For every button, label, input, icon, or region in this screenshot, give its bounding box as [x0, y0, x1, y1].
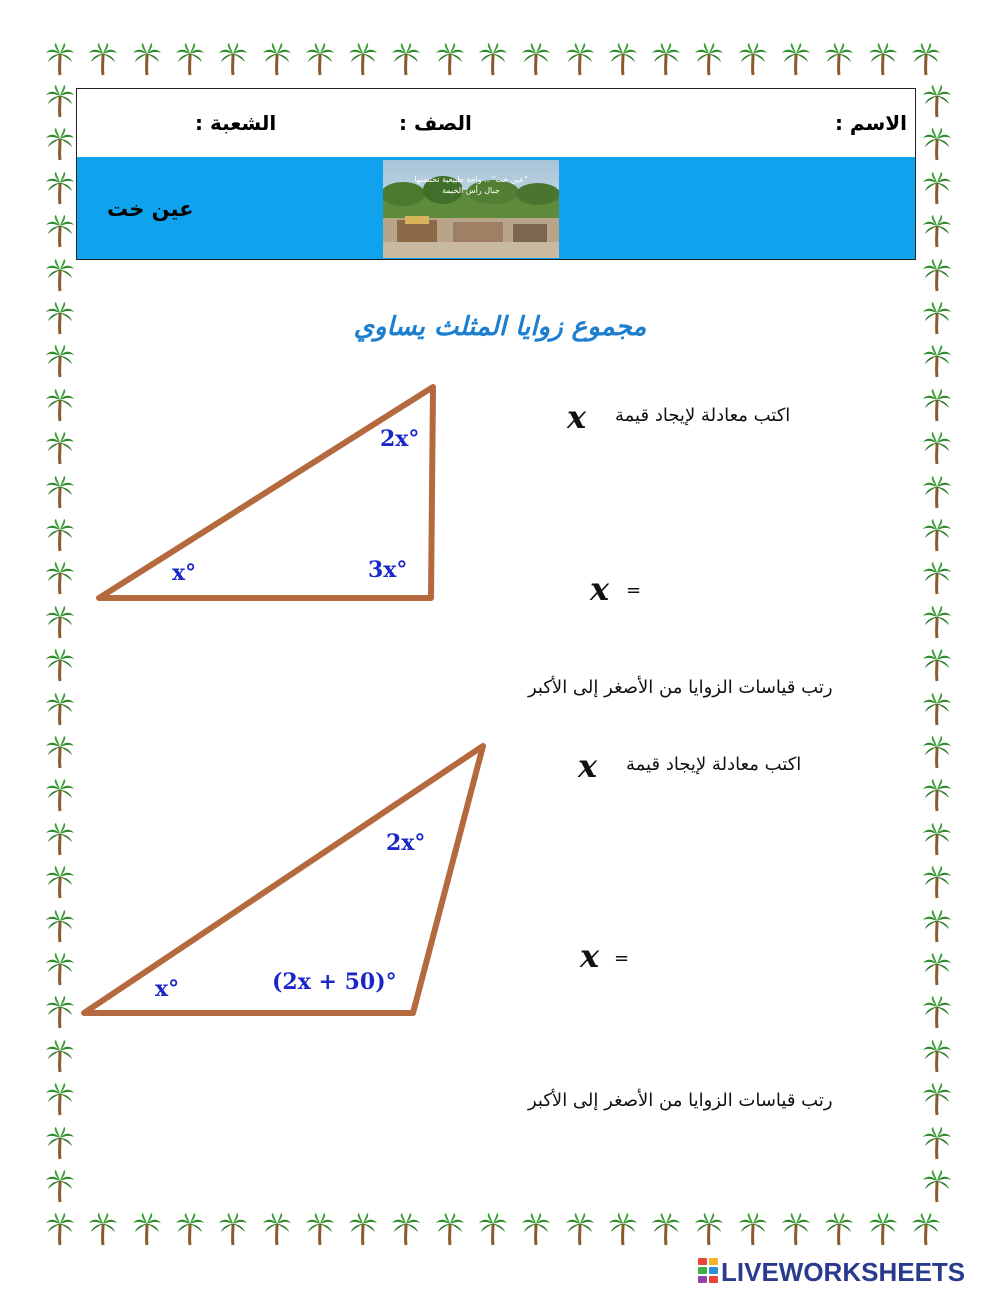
triangle-2-angle-left: x° [155, 976, 180, 1002]
problem-2-equals: = [614, 948, 630, 969]
problem-2-answer-variable: x [580, 937, 600, 975]
triangle-1 [99, 387, 433, 598]
triangle-1-angle-top: 2x° [380, 426, 420, 452]
grade-label: الصف : [399, 111, 472, 135]
photo-caption-line-2: جبال رأس الخيمة [442, 186, 500, 195]
place-name: عين خت [107, 197, 194, 221]
triangle-1-angle-left: x° [172, 560, 197, 586]
problem-2-variable: x [578, 747, 598, 785]
problem-1-instruction: اكتب معادلة لإيجاد قيمة [615, 405, 791, 426]
section-label: الشعبة : [195, 111, 277, 135]
problem-1-answer-variable: x [590, 570, 610, 608]
problem-2-order-prompt: رتب قياسات الزوايا من الأصغر إلى الأكبر [528, 1090, 833, 1111]
liveworksheets-brand: LIVEWORKSHEETS [721, 1257, 966, 1287]
liveworksheets-logo-icon [697, 1256, 719, 1284]
triangle-2-angle-right: (2x + 50)° [272, 969, 397, 995]
triangle-1-angle-right: 3x° [368, 557, 408, 583]
problem-2-instruction: اكتب معادلة لإيجاد قيمة [626, 754, 802, 775]
problem-1-order-prompt: رتب قياسات الزوايا من الأصغر إلى الأكبر [528, 677, 833, 698]
worksheet-title: مجموع زوايا المثلث يساوي [353, 312, 647, 342]
problem-1-variable: x [567, 398, 587, 436]
photo-caption-line-1: "عين خت" .. واحة طبيعية تحتضنها [414, 175, 528, 184]
name-label: الاسم : [834, 111, 907, 135]
triangle-2-angle-top: 2x° [386, 830, 426, 856]
problem-1-equals: = [626, 580, 642, 601]
liveworksheets-logo [697, 1256, 966, 1287]
triangle-2 [84, 746, 483, 1013]
